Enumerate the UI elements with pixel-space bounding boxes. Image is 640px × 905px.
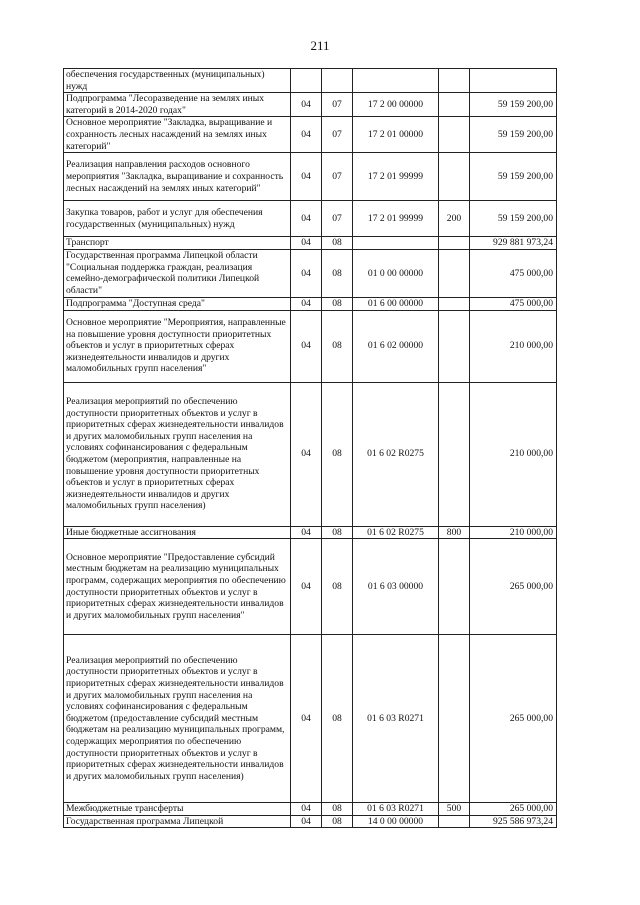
table-row [64,117,557,153]
table-row [64,69,557,93]
section-code-cell: 04 [291,635,322,803]
amount-cell: 59 159 200,00 [470,201,557,237]
subsection-code-cell: 07 [322,201,353,237]
row-name-cell: Основное мероприятие "Мероприятия, направленные на повышение уровня доступности приоритетных объектов и услуг в приоритетных сферах жизнедеятельности инвалидов и других маломобильных групп населения" [64,310,291,382]
row-name-cell: Государственная программа Липецкой области "Социальная поддержка граждан, реализация семейно-демографической политики Липецкой области" [64,249,291,297]
subsection-code-cell: 08 [322,249,353,297]
expense-type-cell [439,635,470,803]
section-code-cell: 04 [291,153,322,201]
subsection-code-cell: 08 [322,382,353,526]
target-article-cell: 01 0 00 00000 [353,249,439,297]
section-code-cell: 04 [291,526,322,539]
expense-type-cell [439,93,470,117]
row-name-cell: Реализация направления расходов основного мероприятия "Закладка, выращивание и сохранность лесных насаждений на землях иных категорий" [64,153,291,201]
target-article-cell: 17 2 00 00000 [353,93,439,117]
section-code-cell: 04 [291,310,322,382]
table-row [64,815,557,828]
expense-type-cell [439,117,470,153]
target-article-cell: 01 6 03 00000 [353,539,439,635]
row-name-cell: Подпрограмма "Доступная среда" [64,297,291,310]
section-code-cell: 04 [291,93,322,117]
expense-type-cell [439,153,470,201]
target-article-cell [353,237,439,250]
expense-type-cell: 200 [439,201,470,237]
table-row [64,201,557,237]
table-row [64,237,557,250]
table-row [64,93,557,117]
target-article-cell: 17 2 01 99999 [353,153,439,201]
section-code-cell: 04 [291,117,322,153]
table-row [64,153,557,201]
target-article-cell: 17 2 01 00000 [353,117,439,153]
table-row [64,297,557,310]
expense-type-cell [439,382,470,526]
amount-cell: 925 586 973,24 [470,815,557,828]
table-row [64,249,557,297]
subsection-code-cell: 08 [322,237,353,250]
expense-type-cell [439,539,470,635]
target-article-cell: 01 6 02 R0275 [353,382,439,526]
amount-cell: 210 000,00 [470,382,557,526]
section-code-cell: 04 [291,249,322,297]
target-article-cell: 01 6 00 00000 [353,297,439,310]
amount-cell: 475 000,00 [470,297,557,310]
amount-cell: 265 000,00 [470,803,557,816]
section-code-cell: 04 [291,539,322,635]
budget-table [63,68,557,828]
target-article-cell [353,69,439,93]
section-code-cell: 04 [291,297,322,310]
target-article-cell: 01 6 02 00000 [353,310,439,382]
row-name-cell: Основное мероприятие "Предоставление субсидий местным бюджетам на реализацию муниципальных программ, содержащих мероприятия по обеспечению доступности приоритетных объектов и услуг в приоритетных сферах жизнедеятельности инвалидов и других маломобильных групп населения" [64,539,291,635]
page-number: 211 [310,38,330,53]
table-row [64,635,557,803]
table-row [64,382,557,526]
row-name-cell: Подпрограмма "Лесоразведение на землях иных категорий в 2014-2020 годах" [64,93,291,117]
expense-type-cell [439,237,470,250]
amount-cell: 59 159 200,00 [470,93,557,117]
table-row [64,539,557,635]
section-code-cell: 04 [291,382,322,526]
row-name-cell: обеспечения государственных (муниципальных) нужд [64,69,291,93]
expense-type-cell [439,297,470,310]
budget-table-body [64,69,557,828]
amount-cell: 210 000,00 [470,526,557,539]
subsection-code-cell: 08 [322,526,353,539]
amount-cell: 265 000,00 [470,539,557,635]
subsection-code-cell: 07 [322,153,353,201]
expense-type-cell [439,69,470,93]
subsection-code-cell: 08 [322,539,353,635]
subsection-code-cell: 08 [322,310,353,382]
subsection-code-cell: 07 [322,93,353,117]
subsection-code-cell: 08 [322,803,353,816]
section-code-cell: 04 [291,815,322,828]
target-article-cell: 01 6 03 R0271 [353,803,439,816]
section-code-cell: 04 [291,803,322,816]
amount-cell: 59 159 200,00 [470,117,557,153]
expense-type-cell [439,815,470,828]
row-name-cell: Реализация мероприятий по обеспечению доступности приоритетных объектов и услуг в приоритетных сферах жизнедеятельности инвалидов и других маломобильных групп населения на условиях софинансирования с федеральным бюджетом (мероприятия, направленные на повышение уровня доступности приоритетных объектов и услуг в приоритетных сферах жизнедеятельности инвалидов и других маломобильных групп населения) [64,382,291,526]
amount-cell: 929 881 973,24 [470,237,557,250]
expense-type-cell [439,310,470,382]
amount-cell: 475 000,00 [470,249,557,297]
subsection-code-cell: 07 [322,117,353,153]
subsection-code-cell: 08 [322,635,353,803]
section-code-cell: 04 [291,237,322,250]
expense-type-cell [439,249,470,297]
amount-cell: 210 000,00 [470,310,557,382]
subsection-code-cell: 08 [322,297,353,310]
subsection-code-cell: 08 [322,815,353,828]
section-code-cell: 04 [291,201,322,237]
row-name-cell: Реализация мероприятий по обеспечению доступности приоритетных объектов и услуг в приоритетных сферах жизнедеятельности инвалидов и других маломобильных групп населения на условиях софинансирования с федеральным бюджетом (предоставление субсидий местным бюджетам на реализацию муниципальных программ, содержащих мероприятия по обеспечению доступности приоритетных объектов и услуг в приоритетных сферах жизнедеятельности инвалидов и других маломобильных групп населения) [64,635,291,803]
row-name-cell: Транспорт [64,237,291,250]
target-article-cell: 17 2 01 99999 [353,201,439,237]
table-row [64,526,557,539]
table-row [64,310,557,382]
amount-cell: 265 000,00 [470,635,557,803]
expense-type-cell: 800 [439,526,470,539]
row-name-cell: Основное мероприятие "Закладка, выращивание и сохранность лесных насаждений на землях иных категорий" [64,117,291,153]
amount-cell: 59 159 200,00 [470,153,557,201]
table-row [64,803,557,816]
row-name-cell: Иные бюджетные ассигнования [64,526,291,539]
row-name-cell: Государственная программа Липецкой [64,815,291,828]
row-name-cell: Межбюджетные трансферты [64,803,291,816]
row-name-cell: Закупка товаров, работ и услуг для обеспечения государственных (муниципальных) нужд [64,201,291,237]
target-article-cell: 14 0 00 00000 [353,815,439,828]
amount-cell [470,69,557,93]
subsection-code-cell [322,69,353,93]
expense-type-cell: 500 [439,803,470,816]
target-article-cell: 01 6 03 R0271 [353,635,439,803]
target-article-cell: 01 6 02 R0275 [353,526,439,539]
section-code-cell [291,69,322,93]
